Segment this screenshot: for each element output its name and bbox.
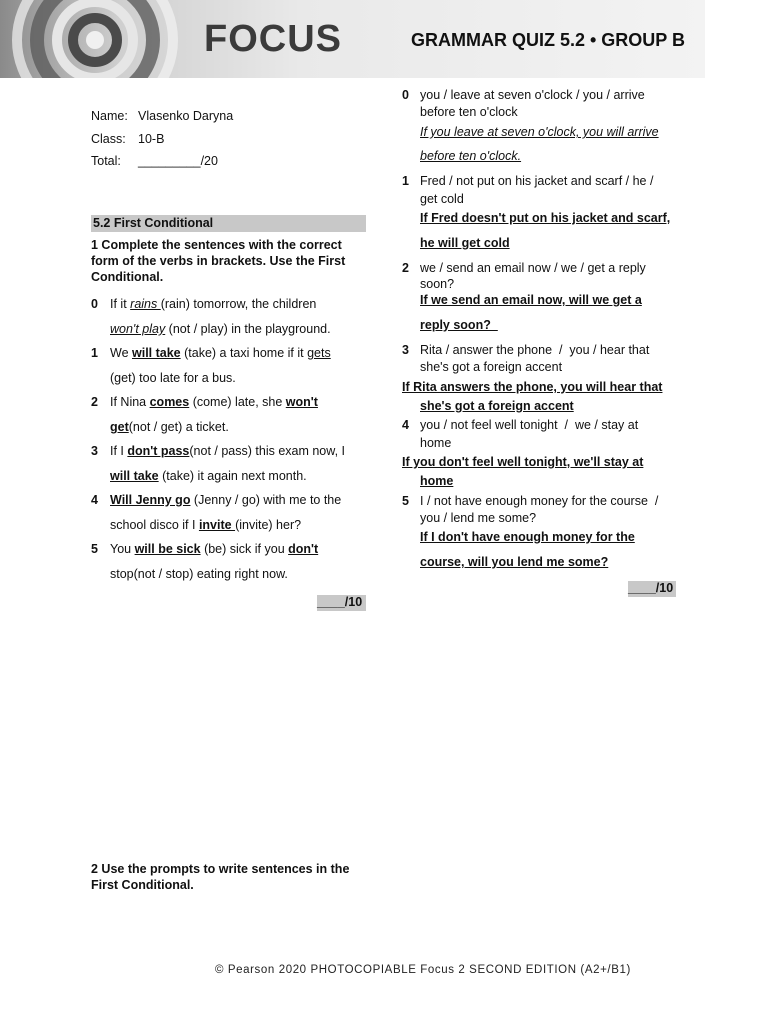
page-header xyxy=(0,0,705,78)
total-value: _________/20 xyxy=(138,154,218,168)
task2-instruction-line2: First Conditional. xyxy=(91,878,194,892)
prompt-line2: before ten o'clock xyxy=(420,105,518,119)
item-number: 2 xyxy=(402,261,409,275)
score-2: ____/10 xyxy=(628,581,674,595)
answer-line1: If we send an email now, will we get a xyxy=(420,293,642,307)
answer: Will Jenny go xyxy=(110,493,191,507)
answer-line2: course, will you lend me some? xyxy=(420,555,609,569)
focus-logo-text: FOCUS xyxy=(204,18,342,60)
answer: will be sick xyxy=(134,542,201,556)
answer-line2: before ten o'clock. xyxy=(420,149,522,163)
item-line1 xyxy=(110,444,345,458)
task2-instruction-line1: 2 Use the prompts to write sentences in the xyxy=(91,862,350,876)
prompt-line2: get cold xyxy=(420,192,464,206)
item-number: 3 xyxy=(402,343,409,357)
text: We xyxy=(110,346,132,360)
class-value: 10-B xyxy=(138,132,165,146)
prompt-line1: Fred / not put on his jacket and scarf / he / xyxy=(420,174,654,188)
text: (rain) tomorrow, the children xyxy=(160,297,317,311)
item-line2 xyxy=(110,371,236,385)
text: (take) a taxi home if it xyxy=(180,346,308,360)
item-line2 xyxy=(110,518,301,532)
item-line1 xyxy=(110,346,331,360)
answer: will take xyxy=(132,346,181,360)
score-1: ____/10 xyxy=(317,595,363,609)
answer: don't xyxy=(288,542,319,556)
text: (be) sick if you xyxy=(200,542,289,556)
text: If Nina xyxy=(110,395,150,409)
item-number: 4 xyxy=(402,418,409,432)
item-number: 5 xyxy=(402,494,409,508)
text: school disco if I xyxy=(110,518,199,532)
prompt-line2: you / lend me some? xyxy=(420,511,537,525)
prompt-line2: home xyxy=(420,436,452,450)
item-line2 xyxy=(110,469,307,483)
item-line1 xyxy=(110,493,341,507)
item-number: 2 xyxy=(91,395,98,409)
item-line2 xyxy=(110,567,288,581)
text: (get) too late for a bus. xyxy=(110,371,236,385)
score-box-2 xyxy=(628,581,676,597)
total-label: Total: xyxy=(91,154,121,168)
class-label: Class: xyxy=(91,132,126,146)
text: (not / pass) this exam now, I xyxy=(189,444,346,458)
text: (come) late, she xyxy=(189,395,286,409)
answer-line2: reply soon? xyxy=(420,318,498,332)
text: (Jenny / go) with me to the xyxy=(190,493,342,507)
item-number: 3 xyxy=(91,444,98,458)
answer-line2: she's got a foreign accent xyxy=(420,399,574,413)
item-line1 xyxy=(110,297,316,311)
prompt-line1: Rita / answer the phone / you / hear that xyxy=(420,343,650,357)
answer: don't pass xyxy=(127,444,190,458)
answer-line1: If Fred doesn't put on his jacket and scarf, xyxy=(420,211,671,225)
answer-line1: If you leave at seven o'clock, you will arrive xyxy=(420,125,659,139)
answer-line1: If Rita answers the phone, you will hear that xyxy=(402,380,663,394)
item-number: 0 xyxy=(91,297,98,311)
answer: won't xyxy=(285,395,318,409)
answer: comes xyxy=(149,395,190,409)
item-line2 xyxy=(110,322,331,336)
prompt-line1: we / send an email now / we / get a reply xyxy=(420,261,646,275)
prompt-line1: you / leave at seven o'clock / you / arrive xyxy=(420,88,645,102)
text: stop(not / stop) eating right now. xyxy=(110,567,288,581)
item-number: 1 xyxy=(91,346,98,360)
item-number: 5 xyxy=(91,542,98,556)
answer: get xyxy=(110,420,129,434)
item-line2 xyxy=(110,420,229,434)
text: (take) it again next month. xyxy=(158,469,307,483)
score-box-1 xyxy=(317,595,366,611)
answer-line2: home xyxy=(420,474,454,488)
item-number: 0 xyxy=(402,88,409,102)
item-number: 4 xyxy=(91,493,98,507)
answer-line2: he will get cold xyxy=(420,236,510,250)
text: If I xyxy=(110,444,128,458)
prompt-line1: I / not have enough money for the course / xyxy=(420,494,659,508)
header-spacer xyxy=(705,0,768,78)
quiz-title: GRAMMAR QUIZ 5.2 • GROUP B xyxy=(411,30,685,50)
item-line1 xyxy=(110,542,318,556)
text: (invite) her? xyxy=(235,518,302,532)
name-value: Vlasenko Daryna xyxy=(138,109,234,123)
footer-copyright: © Pearson 2020 PHOTOCOPIABLE Focus 2 SECOND EDITION (A2+/B1) xyxy=(215,964,631,976)
name-label: Name: xyxy=(91,109,128,123)
answer: rains xyxy=(130,297,161,311)
prompt-line2: soon? xyxy=(420,277,455,291)
text: (not / play) in the playground. xyxy=(165,322,331,336)
section-title-bar xyxy=(91,215,366,232)
text: (not / get) a ticket. xyxy=(128,420,229,434)
answer: will take xyxy=(110,469,159,483)
item-number: 1 xyxy=(402,174,409,188)
answer-line1: If you don't feel well tonight, we'll stay at xyxy=(402,455,644,469)
text: If it xyxy=(110,297,131,311)
answer: invite xyxy=(198,518,236,532)
answer-line1: If I don't have enough money for the xyxy=(420,530,635,544)
answer: won't play xyxy=(110,322,166,336)
task1-instruction-line1: 1 Complete the sentences with the correct xyxy=(91,238,342,252)
prompt-line2: she's got a foreign accent xyxy=(420,360,563,374)
task1-instruction-line3: Conditional. xyxy=(91,270,164,284)
task1-instruction-line2: form of the verbs in brackets. Use the First xyxy=(91,254,346,268)
answer: gets xyxy=(307,346,331,360)
section-title: 5.2 First Conditional xyxy=(93,216,214,230)
text: You xyxy=(110,542,135,556)
prompt-line1: you / not feel well tonight / we / stay at xyxy=(420,418,639,432)
focus-logo-circles-icon xyxy=(0,0,200,78)
item-line1 xyxy=(110,395,318,409)
